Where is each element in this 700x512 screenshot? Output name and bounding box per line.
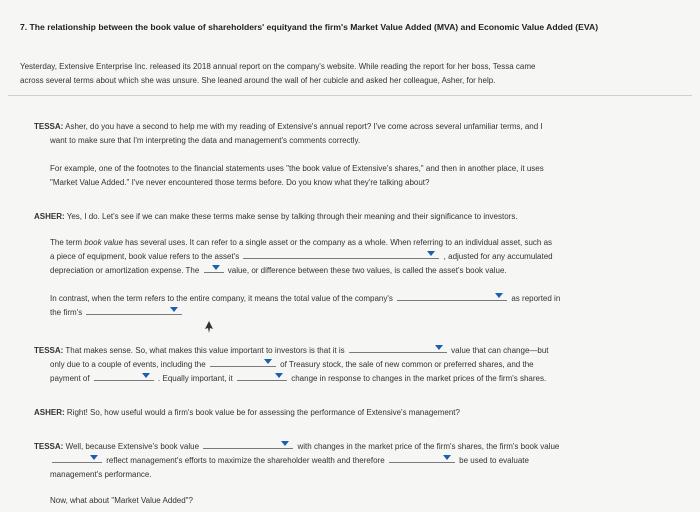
question-title: 7. The relationship between the book value of shareholders' equityand the firm's Market Value Added (MVA) and Economic Value Added (EVA)	[20, 22, 599, 32]
dialogue-text: of Treasury stock, the sale of new common or preferred shares, and the	[280, 360, 534, 369]
dialogue-text: value that can change—but	[451, 346, 549, 355]
dialogue-text: reflect management's efforts to maximize the shareholder wealth and therefore	[106, 456, 385, 465]
dialogue-text: change in response to changes in the market prices of the firm's shares.	[291, 374, 547, 383]
company-value-dropdown[interactable]	[397, 292, 507, 301]
dialogue-text: , adjusted for any accumulated	[443, 252, 553, 261]
dialogue-text: . Equally important, it	[158, 374, 233, 383]
asher-paragraph-line	[50, 306, 184, 320]
mouse-cursor-icon	[205, 321, 213, 333]
asset-value-dropdown[interactable]	[243, 250, 439, 259]
dialogue-text: the firm's	[50, 308, 83, 317]
chevron-down-icon	[443, 455, 451, 460]
dialogue-text: with changes in the market price of the firm's shares, the firm's book value	[297, 442, 560, 451]
dialogue-text: depreciation or amortization expense. The	[50, 266, 200, 275]
dialogue-text: be used to evaluate	[459, 456, 529, 465]
dialogue-text: Yes, I do. Let's see if we can make these terms make sense by talking through their meaning and their significance to investors.	[66, 212, 518, 221]
dialogue-text: Asher, do you have a second to help me with my reading of Extensive's annual report? I've come across several unfamiliar terms, and I	[65, 122, 543, 131]
reflect-dropdown[interactable]	[52, 454, 102, 463]
payment-dropdown[interactable]	[94, 372, 154, 381]
dialogue-text: Right! So, how useful would a firm's book value be for assessing the performance of Extensive's management?	[66, 408, 460, 417]
intro-line-1: Yesterday, Extensive Enterprise Inc. released its 2018 annual report on the company's website. While reading the report for her boss, Tessa came	[20, 62, 536, 71]
chevron-down-icon	[427, 251, 435, 256]
chevron-down-icon	[142, 373, 150, 378]
dialogue-text: value, or difference between these two values, is called the asset's book value.	[227, 266, 507, 275]
chevron-down-icon	[90, 455, 98, 460]
dialogue-text: as reported in	[511, 294, 561, 303]
book-value-change-dropdown[interactable]	[203, 440, 293, 449]
speaker-tessa: TESSA:	[34, 442, 64, 451]
asher-line	[34, 210, 518, 224]
tessa-paragraph-line	[50, 372, 546, 386]
asher-paragraph-line	[50, 264, 507, 278]
dialogue-text: management's performance.	[50, 470, 152, 479]
speaker-asher: ASHER:	[34, 408, 65, 417]
net-value-dropdown[interactable]	[204, 264, 224, 273]
dialogue-text: want to make sure that I'm interpreting the data and management's comments correctly.	[50, 136, 361, 145]
chevron-down-icon	[264, 359, 272, 364]
chevron-down-icon	[495, 293, 503, 298]
dialogue-text: "Market Value Added." I've never encountered those terms before. Do you know what they're talking about?	[50, 178, 430, 187]
dialogue-text: a piece of equipment, book value refers to the asset's	[50, 252, 240, 261]
dialogue-text: payment of	[50, 374, 90, 383]
treasury-event-dropdown[interactable]	[210, 358, 276, 367]
dialogue-text: Now, what about "Market Value Added"?	[50, 496, 193, 505]
dialogue-text: only due to a couple of events, including the	[50, 360, 206, 369]
asher-paragraph-line	[50, 250, 553, 264]
chevron-down-icon	[212, 265, 220, 270]
statement-dropdown[interactable]	[86, 306, 182, 315]
asher-paragraph-line	[50, 236, 552, 250]
speaker-asher: ASHER:	[34, 212, 65, 221]
asher-line	[34, 406, 460, 420]
dialogue-text: For example, one of the footnotes to the financial statements uses "the book value of Extensive's shares," and then in another place, it uses	[50, 164, 544, 173]
value-type-dropdown[interactable]	[349, 344, 447, 353]
dialogue-text: In contrast, when the term refers to the entire company, it means the total value of the company's	[50, 294, 393, 303]
tessa-paragraph-line	[50, 454, 529, 468]
speaker-tessa: TESSA:	[34, 122, 64, 131]
chevron-down-icon	[435, 345, 443, 350]
tessa-line	[34, 120, 543, 134]
evaluate-dropdown[interactable]	[389, 454, 455, 463]
tessa-line	[34, 344, 549, 358]
chevron-down-icon	[170, 307, 178, 312]
chevron-down-icon	[275, 373, 283, 378]
dialogue-text: has several uses. It can refer to a single asset or the company as a whole. When referring to an individual asset, such as	[122, 238, 553, 247]
tessa-paragraph-line	[50, 358, 534, 372]
dialogue-text: That makes sense. So, what makes this value important to investors is that it is	[65, 346, 345, 355]
tessa-line	[34, 440, 559, 454]
change-dropdown[interactable]	[237, 372, 287, 381]
asher-paragraph-line	[50, 292, 560, 306]
dialogue-text: The term	[50, 238, 85, 247]
term-book-value: book value	[84, 238, 123, 247]
dialogue-text: Well, because Extensive's book value	[65, 442, 200, 451]
intro-line-2: across several terms about which she was unsure. She leaned around the wall of her cubicle and asked her colleague, Asher, for help.	[20, 76, 496, 85]
speaker-tessa: TESSA:	[34, 346, 64, 355]
chevron-down-icon	[281, 441, 289, 446]
divider	[8, 95, 692, 96]
